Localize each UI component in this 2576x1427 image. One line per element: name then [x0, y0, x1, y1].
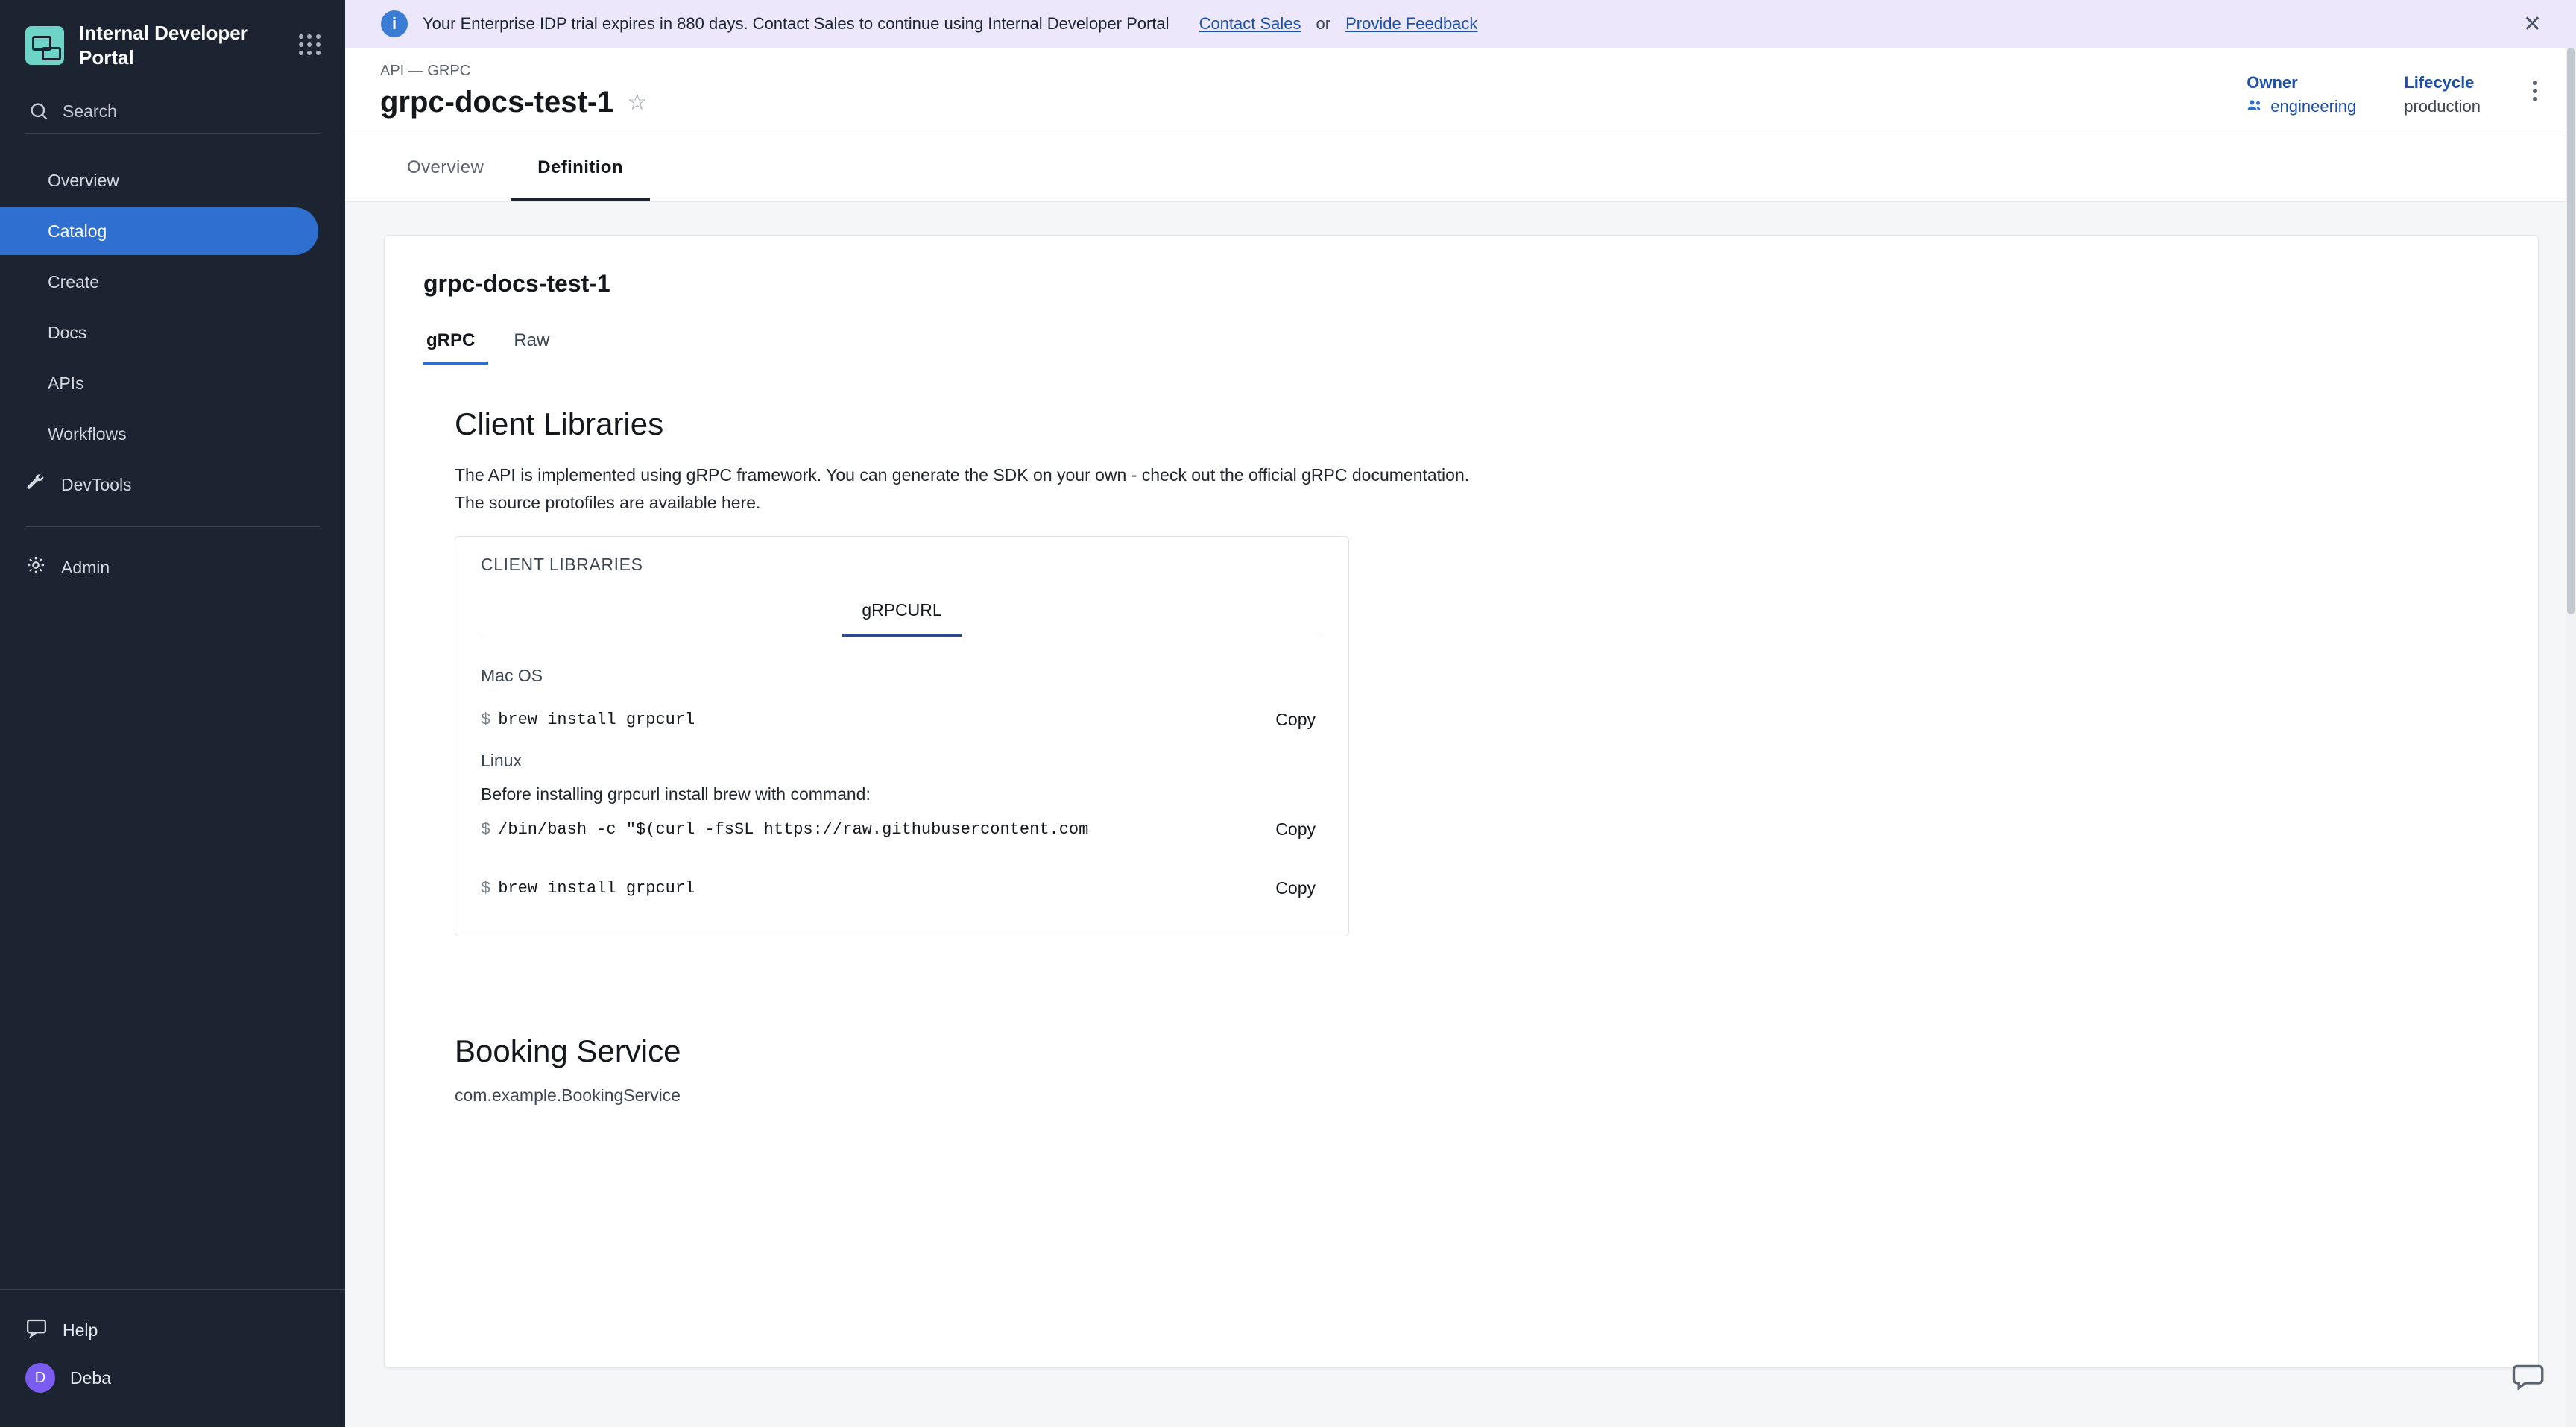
sidebar-item-create[interactable]	[0, 258, 318, 306]
command-text-linux-grpcurl	[481, 879, 1250, 898]
prompt-symbol: $	[481, 710, 491, 729]
help-icon	[25, 1317, 48, 1343]
sidebar-item-label: DevTools	[61, 474, 132, 494]
product-logo-icon	[25, 26, 64, 65]
apps-grid-icon[interactable]	[297, 33, 323, 58]
close-icon[interactable]: ✕	[2522, 11, 2542, 37]
sidebar-item-label: Overview	[48, 170, 119, 190]
command-row	[481, 699, 1323, 742]
breadcrumb: API — GRPC	[380, 63, 471, 79]
sidebar-item-label: Create	[48, 271, 100, 292]
product-title: Internal Developer Portal	[79, 22, 248, 69]
copy-button-linux-grpcurl[interactable]: Copy	[1275, 878, 1316, 898]
sidebar-item-workflows[interactable]	[0, 410, 318, 458]
banner-separator: or	[1316, 14, 1331, 33]
copy-button-macos[interactable]: Copy	[1275, 709, 1316, 729]
lifecycle-value: production	[2404, 97, 2481, 116]
page-scrollbar[interactable]	[2566, 48, 2576, 1427]
search-placeholder: Search	[63, 101, 117, 121]
client-libraries-paragraph-line2: The source protofiles are available here.	[455, 492, 761, 512]
copy-button-linux-brew[interactable]: Copy	[1275, 819, 1316, 839]
command-value: brew install grpcurl	[498, 710, 695, 729]
definition-card	[384, 235, 2539, 1368]
avatar: D	[25, 1363, 55, 1393]
sidebar-item-label: Catalog	[48, 221, 107, 241]
booking-service-heading: Booking Service	[455, 1033, 681, 1068]
owner-label: Owner	[2247, 73, 2298, 92]
sidebar-item-help[interactable]	[0, 1306, 345, 1354]
client-libraries-box-header	[455, 537, 1348, 637]
booking-service-section	[423, 936, 2499, 1106]
main-content	[345, 0, 2576, 1427]
lifecycle-meta	[2404, 73, 2481, 116]
user-name: Deba	[70, 1367, 111, 1387]
client-libraries-tabrow	[481, 587, 1323, 637]
client-libraries-box	[455, 536, 1349, 936]
sidebar-item-label: Docs	[48, 322, 87, 342]
sidebar-item-label: Workflows	[48, 423, 127, 444]
lifecycle-label: Lifecycle	[2404, 73, 2475, 92]
gear-icon	[25, 555, 46, 580]
sidebar-item-label: APIs	[48, 373, 84, 393]
card-title: grpc-docs-test-1	[423, 270, 610, 297]
prompt-symbol: $	[481, 819, 491, 839]
booking-service-package: com.example.BookingService	[455, 1085, 681, 1105]
prompt-symbol: $	[481, 878, 491, 898]
tab-overview[interactable]: Overview	[407, 157, 484, 177]
sidebar-item-docs[interactable]	[0, 309, 318, 356]
sidebar-header	[0, 0, 345, 86]
sidebar	[0, 0, 345, 1427]
chat-bubble-icon[interactable]	[2510, 1357, 2551, 1397]
owner-value-row[interactable]	[2247, 97, 2356, 116]
command-text-linux-brew-install	[481, 820, 1250, 839]
definition-subtabs	[423, 324, 2499, 365]
scrollbar-thumb[interactable]	[2567, 48, 2575, 614]
sidebar-item-admin[interactable]	[0, 544, 318, 591]
kebab-menu-icon[interactable]	[2528, 73, 2542, 109]
client-libraries-body	[455, 637, 1348, 936]
sidebar-item-apis[interactable]	[0, 359, 318, 407]
sidebar-nav	[0, 154, 345, 594]
help-label: Help	[63, 1320, 98, 1340]
tab-grpcurl[interactable]: gRPCURL	[842, 587, 961, 637]
page-header	[345, 48, 2576, 136]
contact-sales-link[interactable]: Contact Sales	[1199, 14, 1301, 33]
client-libraries-paragraph-line1: The API is implemented using gRPC framework. You can generate the SDK on your own - check out the official gRPC documentation.	[455, 465, 1470, 485]
sidebar-item-catalog[interactable]	[0, 207, 318, 255]
definition-panel	[345, 202, 2576, 1427]
people-icon	[2247, 97, 2263, 116]
sidebar-divider	[25, 526, 320, 527]
banner-message: Your Enterprise IDP trial expires in 880 days. Contact Sales to continue using Internal Developer Portal	[423, 14, 1169, 33]
subtab-grpc[interactable]: gRPC	[423, 324, 488, 365]
trial-banner	[345, 0, 2576, 48]
info-icon: i	[381, 10, 408, 37]
search-input[interactable]	[25, 93, 320, 134]
sidebar-item-label: Admin	[61, 557, 110, 577]
linux-note: Before installing grpcurl install brew with command:	[481, 784, 871, 804]
command-value: /bin/bash -c "$(curl -fsSL https://raw.githubusercontent.com	[498, 819, 1089, 839]
sidebar-item-overview[interactable]	[0, 157, 318, 204]
sidebar-footer	[0, 1289, 345, 1427]
os-label-linux: Linux	[481, 750, 522, 770]
command-row	[481, 809, 1323, 851]
owner-value: engineering	[2270, 97, 2357, 116]
sidebar-user[interactable]	[0, 1354, 345, 1402]
subtab-raw[interactable]: Raw	[514, 330, 550, 350]
provide-feedback-link[interactable]: Provide Feedback	[1345, 14, 1478, 33]
os-label-macos: Mac OS	[481, 665, 543, 685]
client-libraries-section	[423, 379, 2499, 936]
owner-meta	[2247, 73, 2356, 116]
entity-tabs	[345, 136, 2576, 202]
client-libraries-heading: Client Libraries	[455, 406, 664, 441]
wrench-icon	[25, 472, 46, 497]
entity-meta	[2247, 63, 2542, 116]
command-text-macos	[481, 711, 1250, 729]
command-value: brew install grpcurl	[498, 878, 695, 898]
tab-definition[interactable]: Definition	[511, 136, 650, 201]
search-icon	[28, 101, 49, 122]
sidebar-item-devtools[interactable]	[0, 461, 318, 508]
page-title: grpc-docs-test-1	[380, 86, 614, 119]
command-row	[481, 868, 1323, 910]
star-outline-icon[interactable]: ☆	[627, 90, 648, 115]
client-libraries-caption: CLIENT LIBRARIES	[481, 554, 643, 574]
